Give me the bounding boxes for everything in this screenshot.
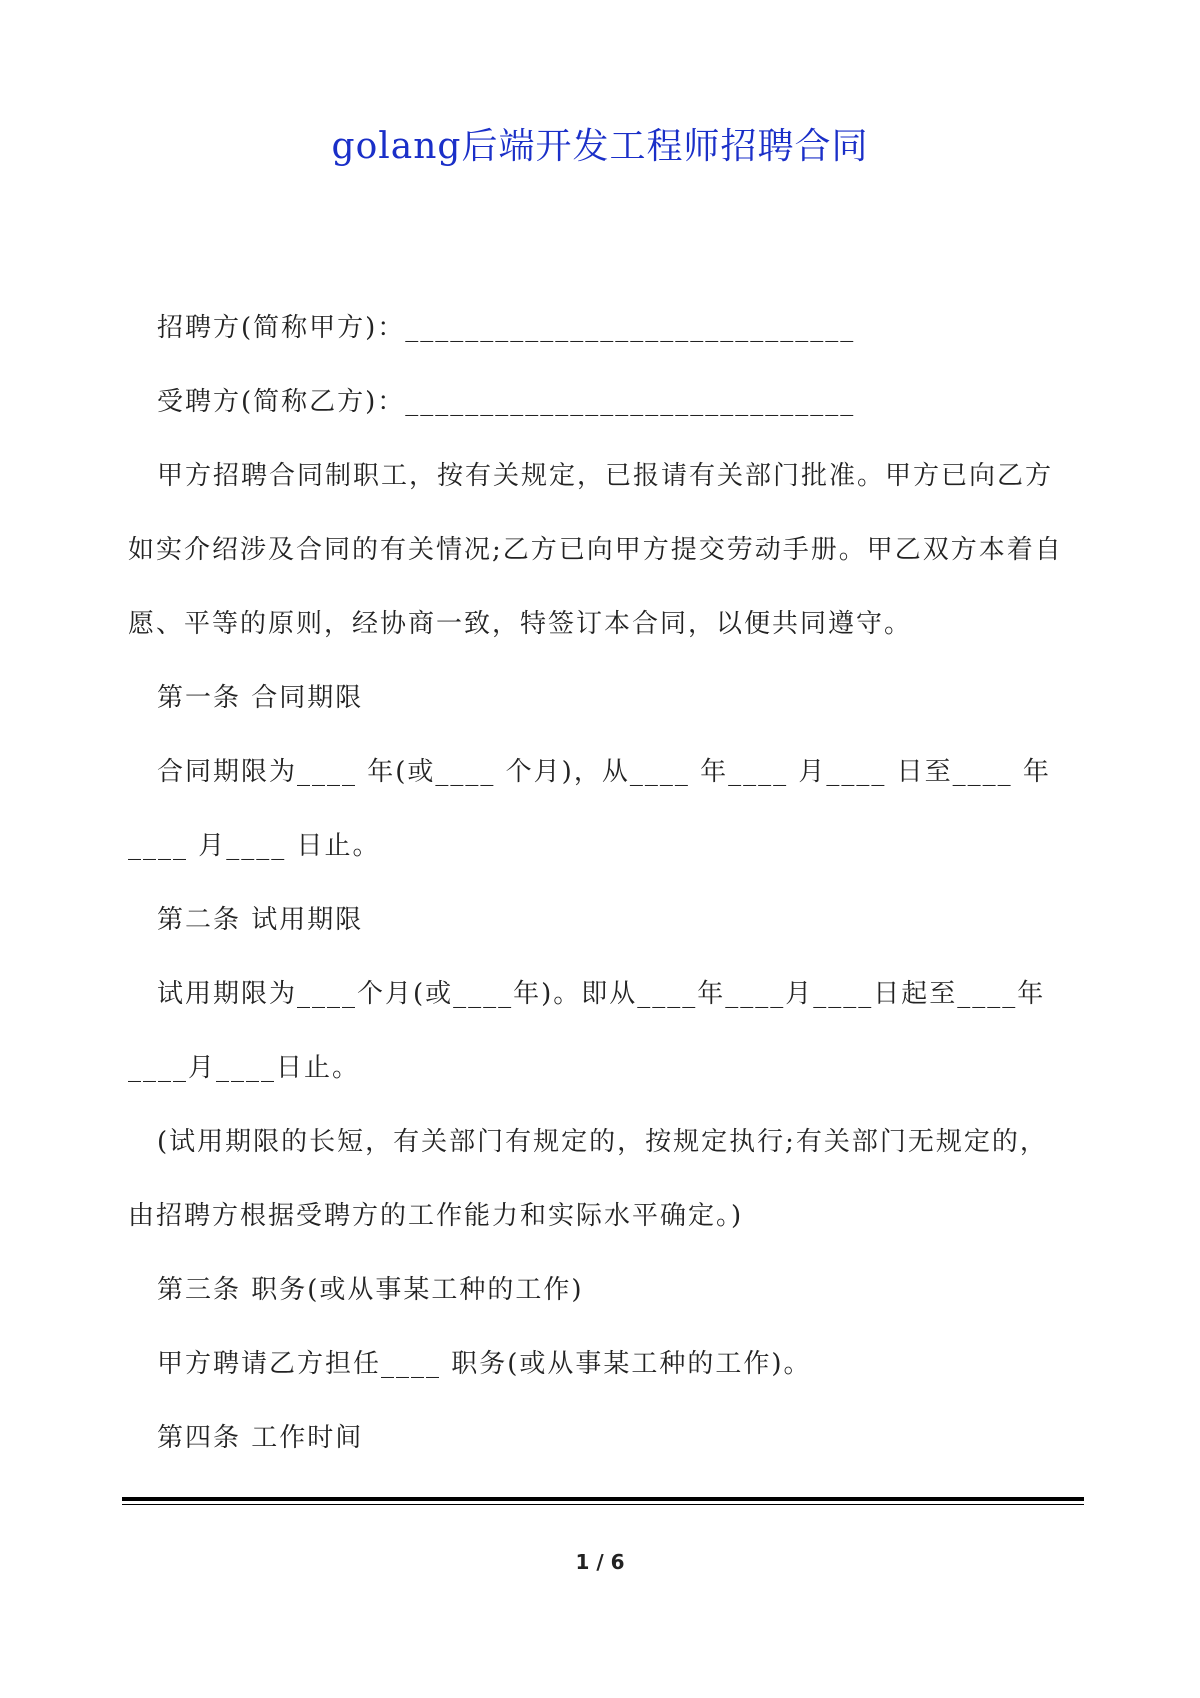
article-heading: 第四条 工作时间 bbox=[157, 1423, 364, 1453]
footer-divider-thin bbox=[122, 1504, 1084, 1505]
article-heading: 第二条 试用期限 bbox=[157, 905, 364, 935]
body-paragraph-line: 如实介绍涉及合同的有关情况;乙方已向甲方提交劳动手册。甲乙双方本着自 bbox=[128, 535, 1063, 565]
body-paragraph-line: (试用期限的长短，有关部门有规定的，按规定执行;有关部门无规定的， bbox=[157, 1127, 1048, 1157]
body-paragraph-line: 甲方聘请乙方担任____ 职务(或从事某工种的工作)。 bbox=[157, 1349, 812, 1379]
employee-field-line: 受聘方(简称乙方)：______________________________ bbox=[157, 387, 856, 417]
body-paragraph-line: 试用期限为____个月(或____年)。即从____年____月____日起至____年 bbox=[157, 979, 1046, 1009]
body-paragraph-line: ____月____日止。 bbox=[128, 1053, 361, 1083]
document-title: golang后端开发工程师招聘合同 bbox=[331, 126, 869, 167]
article-heading: 第一条 合同期限 bbox=[157, 683, 364, 713]
page-number: 1 / 6 bbox=[575, 1550, 625, 1574]
footer-divider bbox=[122, 1497, 1084, 1501]
body-paragraph-line: ____ 月____ 日止。 bbox=[128, 831, 381, 861]
body-paragraph-line: 合同期限为____ 年(或____ 个月)，从____ 年____ 月____ 日至____ 年 bbox=[157, 757, 1051, 787]
body-paragraph-line: 甲方招聘合同制职工，按有关规定，已报请有关部门批准。甲方已向乙方 bbox=[157, 461, 1054, 491]
body-paragraph-line: 愿、平等的原则，经协商一致，特签订本合同，以便共同遵守。 bbox=[128, 609, 913, 639]
employer-field-line: 招聘方(简称甲方)：______________________________ bbox=[157, 313, 856, 343]
article-heading: 第三条 职务(或从事某工种的工作) bbox=[157, 1275, 584, 1305]
body-paragraph-line: 由招聘方根据受聘方的工作能力和实际水平确定。) bbox=[128, 1201, 744, 1231]
